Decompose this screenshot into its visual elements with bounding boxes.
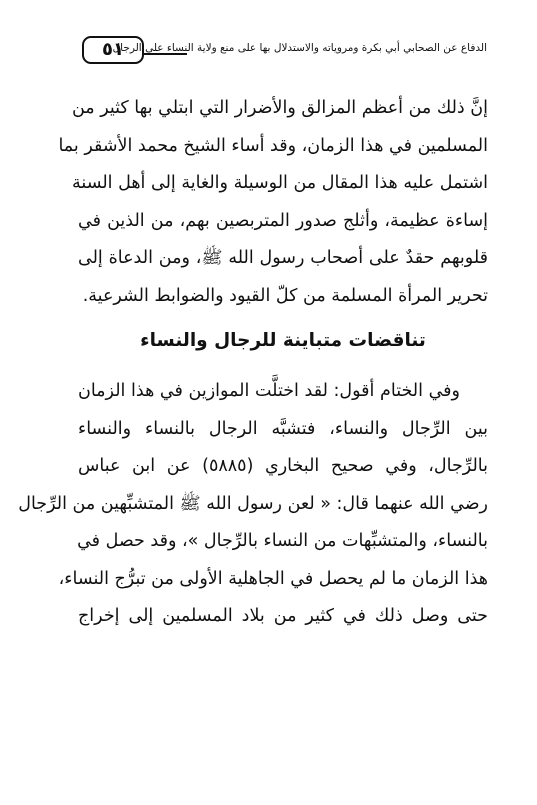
text-line: بين الرِّجال والنساء، فتشبَّه الرجال بالنساء والنساء [78, 418, 488, 439]
text-line: قلوبهم حقدٌ على أصحاب رسول الله ﷺ، ومن الدعاة إلى [78, 248, 488, 268]
text-line: رضي الله عنهما قال: « لعن رسول الله ﷺ المتشبِّهين من الرِّجال [18, 493, 488, 514]
page-header [82, 36, 487, 66]
page-number: ٥١ [82, 36, 144, 64]
text-line: إساءة عظيمة، وأثلج صدور المتربصين بهم، من الذين في [78, 210, 488, 231]
text-line: وفي الختام أقول: لقد اختلَّت الموازين في هذا الزمان [78, 381, 460, 401]
text-line: بالرِّجال، وفي صحيح البخاري (٥٨٨٥) عن ابن عباس [78, 456, 488, 476]
header-divider [144, 53, 187, 55]
paragraph-2 [18, 373, 488, 636]
running-title: الدفاع عن الصحابي أبي بكرة ومروياته والاستدلال بها على منع ولاية النساء على الرجال [112, 42, 487, 54]
text-line: هذا الزمان ما لم يحصل في الجاهلية الأولى من تبرُّج النساء، [58, 568, 488, 589]
page-body [18, 90, 488, 636]
text-line: تحرير المرأة المسلمة من كلّ القيود والضوابط الشرعية. [82, 285, 488, 306]
text-line: إنَّ ذلك من أعظم المزالق والأضرار التي ابتلي بها كثير من [71, 98, 488, 118]
text-line: بالنساء، والمتشبِّهات من النساء بالرِّجال »، وقد حصل في [77, 531, 488, 551]
section-heading: تناقضات متباينة للرجال والنساء [140, 330, 426, 351]
paragraph-1 [58, 90, 488, 315]
text-line: اشتمل عليه هذا المقال من الوسيلة والغاية إلى أهل السنة [72, 173, 488, 193]
text-line: المسلمين في هذا الزمان، وقد أساء الشيخ محمد الأشقر بما [58, 135, 488, 156]
text-line: حتى وصل ذلك في كثير من بلاد المسلمين إلى إخراج [78, 606, 488, 626]
